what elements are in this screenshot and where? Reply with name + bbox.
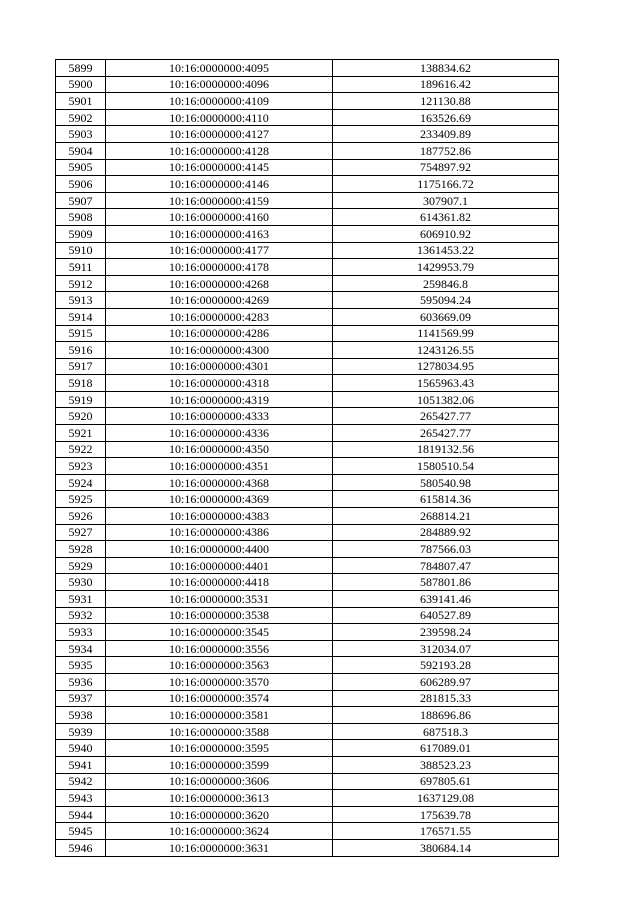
value-cell: 1141569.99 bbox=[333, 325, 559, 342]
table-row bbox=[56, 657, 559, 674]
table-row bbox=[56, 192, 559, 209]
cadastral-number-cell: 10:16:0000000:4351 bbox=[106, 458, 333, 475]
row-number-cell: 5905 bbox=[56, 159, 106, 176]
cadastral-number-cell: 10:16:0000000:4319 bbox=[106, 391, 333, 408]
row-number-cell: 5927 bbox=[56, 524, 106, 541]
row-number-cell: 5915 bbox=[56, 325, 106, 342]
table-row bbox=[56, 557, 559, 574]
table-row bbox=[56, 126, 559, 143]
row-number-cell: 5904 bbox=[56, 142, 106, 159]
row-number-cell: 5916 bbox=[56, 342, 106, 359]
value-cell: 687518.3 bbox=[333, 723, 559, 740]
row-number-cell: 5917 bbox=[56, 358, 106, 375]
table-row bbox=[56, 591, 559, 608]
cadastral-number-cell: 10:16:0000000:4418 bbox=[106, 574, 333, 591]
value-cell: 595094.24 bbox=[333, 292, 559, 309]
value-cell: 388523.23 bbox=[333, 756, 559, 773]
cadastral-number-cell: 10:16:0000000:3563 bbox=[106, 657, 333, 674]
value-cell: 617089.01 bbox=[333, 740, 559, 757]
cadastral-number-cell: 10:16:0000000:4159 bbox=[106, 192, 333, 209]
value-cell: 176571.55 bbox=[333, 823, 559, 840]
row-number-cell: 5922 bbox=[56, 441, 106, 458]
table-row bbox=[56, 673, 559, 690]
table-row bbox=[56, 76, 559, 93]
table-row bbox=[56, 109, 559, 126]
row-number-cell: 5925 bbox=[56, 491, 106, 508]
value-cell: 697805.61 bbox=[333, 773, 559, 790]
value-cell: 284889.92 bbox=[333, 524, 559, 541]
value-cell: 265427.77 bbox=[333, 408, 559, 425]
value-cell: 1175166.72 bbox=[333, 176, 559, 193]
table-row bbox=[56, 308, 559, 325]
cadastral-number-cell: 10:16:0000000:4177 bbox=[106, 242, 333, 259]
cadastral-number-cell: 10:16:0000000:3620 bbox=[106, 806, 333, 823]
row-number-cell: 5930 bbox=[56, 574, 106, 591]
cadastral-number-cell: 10:16:0000000:4286 bbox=[106, 325, 333, 342]
row-number-cell: 5943 bbox=[56, 790, 106, 807]
row-number-cell: 5931 bbox=[56, 591, 106, 608]
value-cell: 1637129.08 bbox=[333, 790, 559, 807]
value-cell: 380684.14 bbox=[333, 839, 559, 856]
value-cell: 189616.42 bbox=[333, 76, 559, 93]
value-cell: 265427.77 bbox=[333, 425, 559, 442]
table-row bbox=[56, 723, 559, 740]
table-row bbox=[56, 93, 559, 110]
table-row bbox=[56, 358, 559, 375]
value-cell: 614361.82 bbox=[333, 209, 559, 226]
table-row bbox=[56, 690, 559, 707]
cadastral-number-cell: 10:16:0000000:3613 bbox=[106, 790, 333, 807]
table-row bbox=[56, 508, 559, 525]
value-cell: 188696.86 bbox=[333, 707, 559, 724]
row-number-cell: 5899 bbox=[56, 60, 106, 77]
value-cell: 163526.69 bbox=[333, 109, 559, 126]
cadastral-number-cell: 10:16:0000000:4350 bbox=[106, 441, 333, 458]
table-row bbox=[56, 773, 559, 790]
value-cell: 175639.78 bbox=[333, 806, 559, 823]
cadastral-number-cell: 10:16:0000000:3595 bbox=[106, 740, 333, 757]
cadastral-number-cell: 10:16:0000000:3624 bbox=[106, 823, 333, 840]
value-cell: 268814.21 bbox=[333, 508, 559, 525]
row-number-cell: 5921 bbox=[56, 425, 106, 442]
table-row bbox=[56, 242, 559, 259]
value-cell: 312034.07 bbox=[333, 640, 559, 657]
value-cell: 787566.03 bbox=[333, 541, 559, 558]
value-cell: 606910.92 bbox=[333, 225, 559, 242]
cadastral-number-cell: 10:16:0000000:3538 bbox=[106, 607, 333, 624]
cadastral-number-cell: 10:16:0000000:3531 bbox=[106, 591, 333, 608]
row-number-cell: 5911 bbox=[56, 259, 106, 276]
cadastral-number-cell: 10:16:0000000:4400 bbox=[106, 541, 333, 558]
table-row bbox=[56, 259, 559, 276]
value-cell: 587801.86 bbox=[333, 574, 559, 591]
cadastral-number-cell: 10:16:0000000:4333 bbox=[106, 408, 333, 425]
row-number-cell: 5918 bbox=[56, 375, 106, 392]
value-cell: 580540.98 bbox=[333, 474, 559, 491]
row-number-cell: 5938 bbox=[56, 707, 106, 724]
cadastral-number-cell: 10:16:0000000:4163 bbox=[106, 225, 333, 242]
table-row bbox=[56, 541, 559, 558]
cadastral-number-cell: 10:16:0000000:3556 bbox=[106, 640, 333, 657]
row-number-cell: 5900 bbox=[56, 76, 106, 93]
cadastral-number-cell: 10:16:0000000:4383 bbox=[106, 508, 333, 525]
row-number-cell: 5942 bbox=[56, 773, 106, 790]
table-row bbox=[56, 375, 559, 392]
table-row bbox=[56, 425, 559, 442]
value-cell: 1565963.43 bbox=[333, 375, 559, 392]
value-cell: 259846.8 bbox=[333, 275, 559, 292]
cadastral-number-cell: 10:16:0000000:4095 bbox=[106, 60, 333, 77]
cadastral-number-cell: 10:16:0000000:4301 bbox=[106, 358, 333, 375]
value-cell: 187752.86 bbox=[333, 142, 559, 159]
row-number-cell: 5934 bbox=[56, 640, 106, 657]
table-row bbox=[56, 225, 559, 242]
value-cell: 640527.89 bbox=[333, 607, 559, 624]
value-cell: 754897.92 bbox=[333, 159, 559, 176]
row-number-cell: 5902 bbox=[56, 109, 106, 126]
cadastral-number-cell: 10:16:0000000:4096 bbox=[106, 76, 333, 93]
cadastral-number-cell: 10:16:0000000:4128 bbox=[106, 142, 333, 159]
value-cell: 592193.28 bbox=[333, 657, 559, 674]
row-number-cell: 5928 bbox=[56, 541, 106, 558]
value-cell: 233409.89 bbox=[333, 126, 559, 143]
row-number-cell: 5936 bbox=[56, 673, 106, 690]
value-cell: 1361453.22 bbox=[333, 242, 559, 259]
cadastral-number-cell: 10:16:0000000:4401 bbox=[106, 557, 333, 574]
value-cell: 281815.33 bbox=[333, 690, 559, 707]
cadastral-number-cell: 10:16:0000000:4178 bbox=[106, 259, 333, 276]
table-row bbox=[56, 275, 559, 292]
value-cell: 1580510.54 bbox=[333, 458, 559, 475]
value-cell: 784807.47 bbox=[333, 557, 559, 574]
row-number-cell: 5912 bbox=[56, 275, 106, 292]
table-row bbox=[56, 640, 559, 657]
table-row bbox=[56, 839, 559, 856]
row-number-cell: 5941 bbox=[56, 756, 106, 773]
table-row bbox=[56, 391, 559, 408]
value-cell: 307907.1 bbox=[333, 192, 559, 209]
table-row bbox=[56, 823, 559, 840]
table-row bbox=[56, 574, 559, 591]
row-number-cell: 5908 bbox=[56, 209, 106, 226]
table-row bbox=[56, 790, 559, 807]
cadastral-number-cell: 10:16:0000000:4268 bbox=[106, 275, 333, 292]
row-number-cell: 5939 bbox=[56, 723, 106, 740]
value-cell: 1051382.06 bbox=[333, 391, 559, 408]
row-number-cell: 5945 bbox=[56, 823, 106, 840]
value-cell: 615814.36 bbox=[333, 491, 559, 508]
table-row bbox=[56, 524, 559, 541]
row-number-cell: 5903 bbox=[56, 126, 106, 143]
table-row bbox=[56, 408, 559, 425]
cadastral-number-cell: 10:16:0000000:4318 bbox=[106, 375, 333, 392]
cadastral-number-cell: 10:16:0000000:4146 bbox=[106, 176, 333, 193]
value-cell: 1429953.79 bbox=[333, 259, 559, 276]
row-number-cell: 5923 bbox=[56, 458, 106, 475]
cadastral-number-cell: 10:16:0000000:4145 bbox=[106, 159, 333, 176]
value-cell: 138834.62 bbox=[333, 60, 559, 77]
row-number-cell: 5919 bbox=[56, 391, 106, 408]
data-table bbox=[55, 59, 559, 857]
row-number-cell: 5944 bbox=[56, 806, 106, 823]
cadastral-number-cell: 10:16:0000000:4369 bbox=[106, 491, 333, 508]
row-number-cell: 5933 bbox=[56, 624, 106, 641]
table-row bbox=[56, 756, 559, 773]
cadastral-number-cell: 10:16:0000000:4127 bbox=[106, 126, 333, 143]
value-cell: 603669.09 bbox=[333, 308, 559, 325]
value-cell: 639141.46 bbox=[333, 591, 559, 608]
table-row bbox=[56, 159, 559, 176]
row-number-cell: 5940 bbox=[56, 740, 106, 757]
table-body bbox=[56, 60, 559, 857]
cadastral-number-cell: 10:16:0000000:4160 bbox=[106, 209, 333, 226]
row-number-cell: 5907 bbox=[56, 192, 106, 209]
row-number-cell: 5913 bbox=[56, 292, 106, 309]
table-row bbox=[56, 607, 559, 624]
cadastral-number-cell: 10:16:0000000:4283 bbox=[106, 308, 333, 325]
cadastral-number-cell: 10:16:0000000:3606 bbox=[106, 773, 333, 790]
table-row bbox=[56, 292, 559, 309]
value-cell: 239598.24 bbox=[333, 624, 559, 641]
table-row bbox=[56, 342, 559, 359]
row-number-cell: 5914 bbox=[56, 308, 106, 325]
value-cell: 121130.88 bbox=[333, 93, 559, 110]
cadastral-number-cell: 10:16:0000000:3588 bbox=[106, 723, 333, 740]
cadastral-number-cell: 10:16:0000000:3631 bbox=[106, 839, 333, 856]
table-row bbox=[56, 740, 559, 757]
row-number-cell: 5901 bbox=[56, 93, 106, 110]
cadastral-number-cell: 10:16:0000000:4386 bbox=[106, 524, 333, 541]
table-row bbox=[56, 474, 559, 491]
cadastral-number-cell: 10:16:0000000:3574 bbox=[106, 690, 333, 707]
table-row bbox=[56, 806, 559, 823]
row-number-cell: 5935 bbox=[56, 657, 106, 674]
row-number-cell: 5946 bbox=[56, 839, 106, 856]
cadastral-number-cell: 10:16:0000000:4336 bbox=[106, 425, 333, 442]
row-number-cell: 5909 bbox=[56, 225, 106, 242]
value-cell: 1243126.55 bbox=[333, 342, 559, 359]
cadastral-number-cell: 10:16:0000000:4109 bbox=[106, 93, 333, 110]
row-number-cell: 5932 bbox=[56, 607, 106, 624]
cadastral-number-cell: 10:16:0000000:3545 bbox=[106, 624, 333, 641]
table-row bbox=[56, 60, 559, 77]
value-cell: 1819132.56 bbox=[333, 441, 559, 458]
table-row bbox=[56, 209, 559, 226]
row-number-cell: 5910 bbox=[56, 242, 106, 259]
cadastral-number-cell: 10:16:0000000:4300 bbox=[106, 342, 333, 359]
cadastral-number-cell: 10:16:0000000:4269 bbox=[106, 292, 333, 309]
table-row bbox=[56, 176, 559, 193]
table-row bbox=[56, 458, 559, 475]
table-row bbox=[56, 624, 559, 641]
cadastral-number-cell: 10:16:0000000:3570 bbox=[106, 673, 333, 690]
table-row bbox=[56, 707, 559, 724]
cadastral-number-cell: 10:16:0000000:3581 bbox=[106, 707, 333, 724]
row-number-cell: 5920 bbox=[56, 408, 106, 425]
row-number-cell: 5937 bbox=[56, 690, 106, 707]
row-number-cell: 5924 bbox=[56, 474, 106, 491]
cadastral-number-cell: 10:16:0000000:3599 bbox=[106, 756, 333, 773]
table-row bbox=[56, 142, 559, 159]
row-number-cell: 5906 bbox=[56, 176, 106, 193]
table-row bbox=[56, 441, 559, 458]
table-row bbox=[56, 325, 559, 342]
value-cell: 1278034.95 bbox=[333, 358, 559, 375]
cadastral-number-cell: 10:16:0000000:4368 bbox=[106, 474, 333, 491]
cadastral-number-cell: 10:16:0000000:4110 bbox=[106, 109, 333, 126]
table-row bbox=[56, 491, 559, 508]
row-number-cell: 5929 bbox=[56, 557, 106, 574]
row-number-cell: 5926 bbox=[56, 508, 106, 525]
value-cell: 606289.97 bbox=[333, 673, 559, 690]
